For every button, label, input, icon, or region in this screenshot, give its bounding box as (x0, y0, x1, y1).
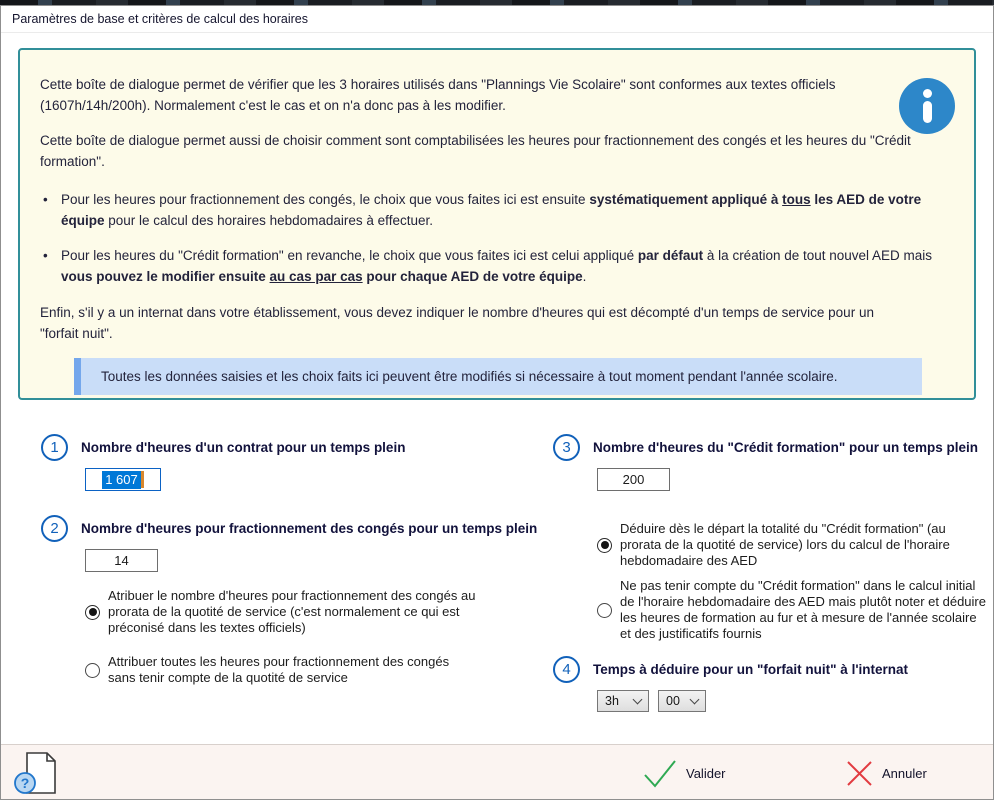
cancel-label: Annuler (882, 766, 927, 781)
section-3-label: Nombre d'heures du "Crédit formation" pour un temps plein (593, 440, 979, 455)
help-document-icon (13, 751, 61, 797)
radio-label[interactable]: Atribuer le nombre d'heures pour fractionnement des congés au prorata de la quotité de service (c'est normalement ce qui est préconisé dans les textes officiels) (108, 588, 476, 635)
check-icon (643, 759, 677, 788)
step-2-badge: 2 (41, 515, 68, 542)
hours-select-value: 3h (605, 694, 619, 708)
step-3-badge: 3 (553, 434, 580, 461)
credit-formation-options (597, 521, 986, 642)
footer-bar (1, 744, 993, 799)
fractionnement-options (85, 588, 537, 686)
input-selected-text: 1 607 (102, 471, 141, 489)
hours-select[interactable] (597, 690, 649, 712)
note-banner (74, 358, 922, 395)
credit-formation-input[interactable] (597, 468, 670, 491)
contract-hours-input[interactable] (85, 468, 161, 491)
cross-icon (846, 760, 873, 787)
bullet-text: Pour les heures pour fractionnement des congés, le choix que vous faites ici est ensuite systématiquement appliqué à tous les AED de votre équipe pour le calcul des horaires hebdomadaires à effectuer. (61, 192, 922, 228)
section-1-label: Nombre d'heures d'un contrat pour un temps plein (81, 440, 406, 455)
section-credit-formation (553, 434, 986, 651)
fractionnement-hours-input[interactable] (85, 549, 158, 572)
section-fractionnement-hours (41, 515, 537, 704)
intro-paragraph-2: Cette boîte de dialogue permet aussi de choisir comment sont comptabilisées les heures pour fractionnement des congés et les heures du "Crédit formation". (40, 133, 911, 169)
section-2-label: Nombre d'heures pour fractionnement des congés pour un temps plein (81, 521, 538, 536)
radio-option-toutes-heures[interactable] (85, 654, 537, 686)
svg-text:?: ? (20, 775, 30, 791)
dialog-window (0, 5, 994, 800)
intro-paragraph-1: Cette boîte de dialogue permet de vérifier que les 3 horaires utilisés dans "Plannings Vie Scolaire" sont conformes aux textes officiels (1607h/14h/200h). Normalement c'est le cas et on n'a donc pas à les modifier. (40, 77, 836, 113)
title-bar (1, 6, 993, 33)
chevron-down-icon (633, 694, 643, 704)
validate-label: Valider (686, 766, 726, 781)
cancel-button[interactable] (846, 760, 927, 787)
chevron-down-icon (690, 694, 700, 704)
bullet-item-fractionnement (40, 189, 938, 231)
input-value: 14 (114, 553, 129, 568)
radio-option-deduire-depart[interactable] (597, 521, 986, 569)
step-1-badge: 1 (41, 434, 68, 461)
radio-button[interactable] (597, 538, 612, 553)
minutes-select-value: 00 (666, 694, 680, 708)
note-text: Toutes les données saisies et les choix faits ici peuvent être modifiés si nécessaire à tout moment pendant l'année scolaire. (101, 369, 838, 384)
section-contract-hours (41, 434, 405, 491)
info-icon-dot (923, 89, 932, 98)
bullet-text: Pour les heures du "Crédit formation" en revanche, le choix que vous faites ici est celui appliqué par défaut à la création de tout nouvel AED mais vous pouvez le modifier ensuite au cas par cas pour chaque AED de votre équipe. (61, 248, 933, 284)
section-4-label: Temps à déduire pour un "forfait nuit" à l'internat (593, 662, 909, 677)
info-panel (18, 48, 976, 400)
info-icon (899, 78, 955, 134)
radio-label[interactable]: Déduire dès le départ la totalité du "Crédit formation" (au prorata de la quotité de service) lors du calcul de l'horaire hebdomadaire des AED (620, 521, 950, 568)
radio-option-ne-pas-tenir-compte[interactable] (597, 578, 986, 642)
window-title: Paramètres de base et critères de calcul des horaires (12, 12, 308, 26)
minutes-select[interactable] (658, 690, 706, 712)
info-icon-stem (923, 101, 932, 123)
text-caret (141, 471, 144, 488)
input-value: 200 (622, 472, 645, 487)
section-forfait-nuit (553, 656, 908, 712)
step-4-badge: 4 (553, 656, 580, 683)
radio-button[interactable] (597, 603, 612, 618)
bullet-list (40, 189, 954, 287)
intro-paragraph-3: Enfin, s'il y a un internat dans votre établissement, vous devez indiquer le nombre d'heures qui est décompté d'un temps de service pour un "forfait nuit". (40, 305, 874, 341)
validate-button[interactable] (643, 759, 726, 788)
help-button[interactable] (13, 751, 61, 797)
radio-label[interactable]: Attribuer toutes les heures pour fractionnement des congés sans tenir compte de la quotité de service (108, 654, 450, 685)
radio-button[interactable] (85, 663, 100, 678)
bullet-item-credit-formation (40, 245, 938, 287)
radio-label[interactable]: Ne pas tenir compte du "Crédit formation" dans le calcul initial de l'horaire hebdomadaire des AED mais plutôt noter et déduire les heures de formation au fur et à mesure de l'année scolaire et des justificatifs fournis (620, 578, 986, 641)
radio-option-prorata[interactable] (85, 588, 537, 636)
radio-button[interactable] (85, 605, 100, 620)
